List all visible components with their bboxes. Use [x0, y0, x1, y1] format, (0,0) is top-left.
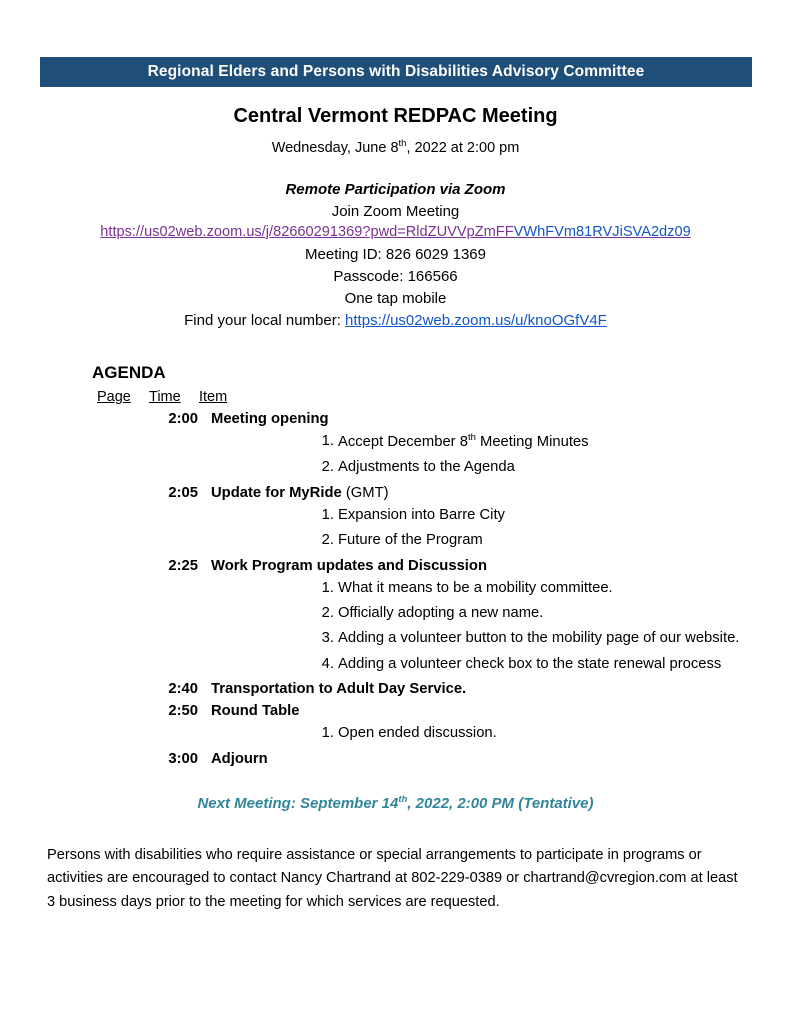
banner-title: Regional Elders and Persons with Disabilities Advisory Committee: [147, 63, 645, 80]
list-item-number: 2.: [321, 605, 334, 622]
next-meeting-suffix: , 2022, 2:00 PM (Tentative): [407, 794, 594, 812]
next-meeting-prefix: Next Meeting: September 14: [197, 794, 399, 812]
list-item-text: Open ended discussion.: [338, 725, 497, 742]
list-item: [321, 723, 748, 744]
agenda-row-time: 2:50: [168, 703, 198, 720]
one-tap-mobile-label: One tap mobile: [344, 289, 447, 307]
zoom-passcode: Passcode: 166566: [333, 267, 458, 285]
agenda-row: [92, 751, 791, 767]
zoom-link-part2: VWhFVm81RVJiSVA2dz09: [513, 223, 691, 240]
accessibility-note: Persons with disabilities who require assistance or special arrangements to participate in programs or activities are encouraged to contact Nancy Chartrand at 802-229-0389 or chartrand@cvregion.com at least 3 business days prior to the meeting for which services are requested.: [47, 846, 738, 911]
zoom-link-row: [0, 220, 791, 241]
agenda-row: [92, 558, 791, 574]
agenda-row-time: 2:05: [168, 484, 198, 501]
column-header-time: Time: [149, 388, 181, 405]
next-meeting-ordinal: th: [398, 793, 408, 805]
next-meeting-note: [0, 794, 791, 812]
document-content: [0, 95, 791, 915]
agenda-row-time: 2:25: [168, 557, 198, 574]
header-banner: [40, 57, 752, 87]
find-local-number-link[interactable]: https://us02web.zoom.us/u/knoOGfV4F: [345, 311, 607, 329]
agenda-row-time: 3:00: [168, 750, 198, 767]
list-item: [321, 628, 748, 649]
agenda-heading: AGENDA: [92, 362, 166, 382]
meeting-date-prefix: Wednesday, June 8: [271, 139, 399, 156]
list-item-sup: th: [467, 431, 476, 443]
agenda-row-item-bold: Meeting opening: [211, 410, 329, 427]
list-item: [321, 431, 748, 453]
list-item-number: 4.: [321, 655, 334, 672]
meeting-date-suffix: , 2022 at 2:00 pm: [406, 139, 520, 156]
agenda-section: [0, 363, 791, 767]
list-item-text: Adding a volunteer button to the mobility page of our website.: [338, 630, 740, 647]
agenda-row-item-bold: Update for MyRide: [211, 484, 346, 501]
agenda-row-item: [198, 681, 466, 697]
agenda-row-item-normal: (GMT): [345, 484, 389, 501]
find-local-number-label: Find your local number:: [184, 311, 346, 329]
list-item: [321, 578, 748, 599]
meeting-date-ordinal: th: [398, 138, 407, 149]
list-item-text: Accept December 8: [338, 433, 468, 450]
list-item-number: 1.: [321, 579, 334, 596]
agenda-subitems: [92, 723, 791, 744]
list-item-number: 1.: [321, 725, 334, 742]
list-item: [321, 654, 748, 675]
agenda-row-item-bold: Adjourn: [211, 750, 268, 767]
page-title: Central Vermont REDPAC Meeting: [233, 105, 558, 127]
find-local-number-row: [0, 312, 791, 329]
join-zoom-label: Join Zoom Meeting: [331, 202, 460, 220]
list-item-text: Future of the Program: [338, 532, 483, 549]
list-item-text: Adjustments to the Agenda: [338, 459, 515, 476]
list-item: [321, 505, 748, 526]
agenda-row: [92, 703, 791, 719]
agenda-row-item: [198, 411, 329, 427]
zoom-meeting-id: Meeting ID: 826 6029 1369: [305, 245, 486, 263]
list-item-text-after: Meeting Minutes: [475, 433, 589, 450]
agenda-subitems: [92, 578, 791, 676]
list-item-text: Expansion into Barre City: [338, 506, 505, 523]
list-item: [321, 603, 748, 624]
list-item-text: Officially adopting a new name.: [338, 605, 544, 622]
agenda-row: [92, 485, 791, 501]
list-item: [321, 457, 748, 478]
agenda-subitems: [92, 431, 791, 479]
list-item: [321, 530, 748, 551]
agenda-row-item-bold: Round Table: [211, 703, 300, 720]
list-item-text: Adding a volunteer check box to the state renewal process: [338, 655, 722, 672]
agenda-row-item: [198, 485, 389, 501]
agenda-subitems: [92, 505, 791, 552]
column-header-item: Item: [199, 388, 228, 405]
list-item-number: 3.: [321, 630, 334, 647]
list-item-number: 2.: [321, 459, 334, 476]
agenda-row-item-bold: Work Program updates and Discussion: [211, 557, 487, 574]
agenda-row: [92, 681, 791, 697]
agenda-row: [92, 411, 791, 427]
list-item-number: 2.: [321, 532, 334, 549]
agenda-row-item: [198, 703, 300, 719]
meeting-datetime: [0, 138, 791, 156]
column-header-page: Page: [97, 388, 131, 405]
remote-participation-heading: Remote Participation via Zoom: [285, 180, 506, 198]
agenda-row-item: [198, 751, 268, 767]
agenda-row-item-bold: Transportation to Adult Day Service.: [211, 681, 467, 698]
agenda-column-headers: [92, 389, 791, 405]
list-item-number: 1.: [321, 506, 334, 523]
zoom-link-part1: https://us02web.zoom.us/j/82660291369?pwd=RldZUVVpZmFF: [100, 223, 514, 240]
agenda-row-item: [198, 558, 487, 574]
zoom-meeting-link[interactable]: [100, 224, 690, 240]
agenda-row-time: 2:40: [168, 681, 198, 698]
list-item-number: 1.: [321, 432, 334, 449]
agenda-row-time: 2:00: [168, 410, 198, 427]
list-item-text: What it means to be a mobility committee.: [338, 579, 613, 596]
